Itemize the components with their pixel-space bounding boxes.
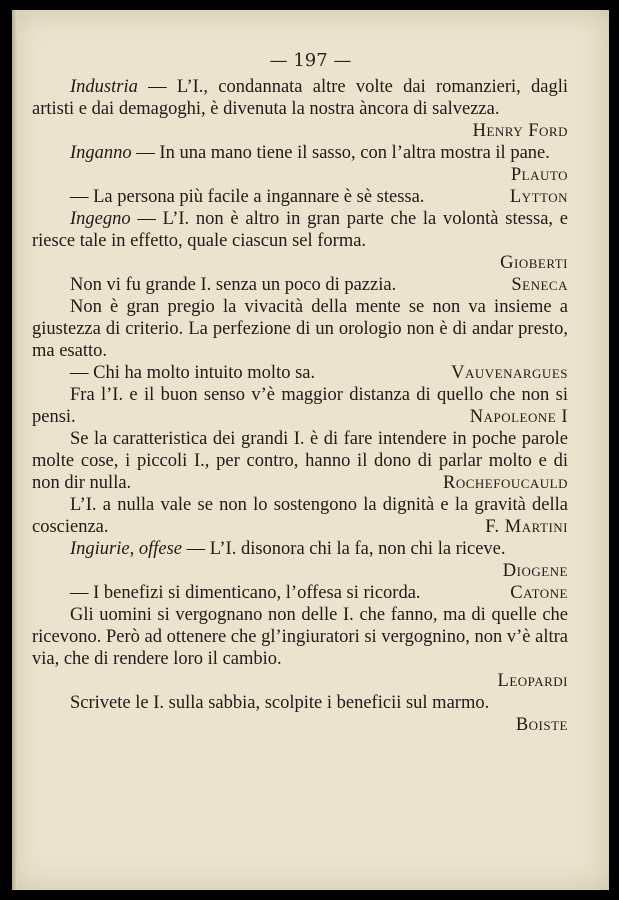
quote-author: Napoleone I — [469, 407, 568, 427]
quote-author: Boiste — [515, 715, 568, 735]
quote-entry — [32, 362, 568, 384]
quote-entry — [32, 538, 568, 560]
quote-text: Gli uomini si vergognano non delle I. che fanno, ma di quelle che ricevono. Però ad ottenere che gl’ingiuratori si vergognino, non v’è altra via, che di rendere loro il cambio. — [32, 605, 568, 669]
quote-author: F. Martini — [485, 517, 568, 537]
quote-text: Non vi fu grande I. senza un poco di pazzia. — [70, 275, 397, 295]
quote-text: — In una mano tiene il sasso, con l’altra mostra il pane. — [131, 143, 550, 163]
quote-author: Henry Ford — [472, 121, 568, 141]
quote-entry — [32, 186, 568, 208]
page-spine-shadow — [12, 10, 18, 890]
entry-keyword: Industria — [70, 77, 138, 97]
quote-author: Gioberti — [500, 253, 568, 273]
quote-text: Scrivete le I. sulla sabbia, scolpite i beneficii sul marmo. — [70, 693, 490, 713]
quote-text: — I benefizi si dimenticano, l’offesa si ricorda. — [70, 583, 421, 603]
quote-entry — [32, 692, 568, 714]
quote-text: — L’I. disonora chi la fa, non chi la riceve. — [182, 539, 506, 559]
quote-entry — [32, 208, 568, 252]
quote-author: Catone — [510, 583, 568, 603]
entry-keyword: Ingiurie, offese — [70, 539, 183, 559]
page-number: — 197 — — [269, 50, 352, 71]
quote-text: Fra l’I. e il buon senso v’è maggior distanza di quello che non si pensi. — [32, 385, 568, 427]
page-body — [32, 76, 568, 736]
entry-keyword: Inganno — [70, 143, 132, 163]
quote-text: Non è gran pregio la vivacità della mente se non va insieme a giustezza di criterio. La perfezione di un orologio non è di andar presto, ma esatto. — [32, 297, 568, 361]
quote-text: — Chi ha molto intuito molto sa. — [70, 363, 316, 383]
quote-text: — La persona più facile a ingannare è sè stessa. — [70, 187, 425, 207]
quote-entry — [32, 604, 568, 670]
quote-author: Seneca — [511, 275, 568, 295]
quote-text: Se la caratteristica dei grandi I. è di fare intendere in poche parole molte cose, i piccoli I., per contro, hanno il dono di parlar molto e di non dir nulla. — [32, 429, 568, 493]
quote-text: L’I. a nulla vale se non lo sostengono la dignità e la gravità della coscienza. — [32, 495, 568, 537]
quote-entry — [32, 582, 568, 604]
quote-entry — [32, 274, 568, 296]
entry-keyword: Ingegno — [70, 209, 131, 229]
quote-entry — [32, 76, 568, 120]
quote-author: Diogene — [502, 561, 568, 581]
quote-author: Lytton — [509, 187, 568, 207]
book-page — [12, 10, 609, 890]
quote-author: Plauto — [510, 165, 568, 185]
quote-text: — L’I., condannata altre volte dai romanzieri, dagli artisti e dai demagoghi, è divenuta la nostra àncora di salvezza. — [32, 77, 568, 119]
quote-entry — [32, 142, 568, 164]
quote-author: Leopardi — [497, 671, 568, 691]
quote-author: Rochefoucauld — [442, 473, 568, 493]
quote-author: Vauvenargues — [451, 363, 568, 383]
quote-text: — L’I. non è altro in gran parte che la volontà stessa, e riesce tale in effetto, quale ciascun sel forma. — [32, 209, 568, 251]
quote-entry — [32, 296, 568, 362]
